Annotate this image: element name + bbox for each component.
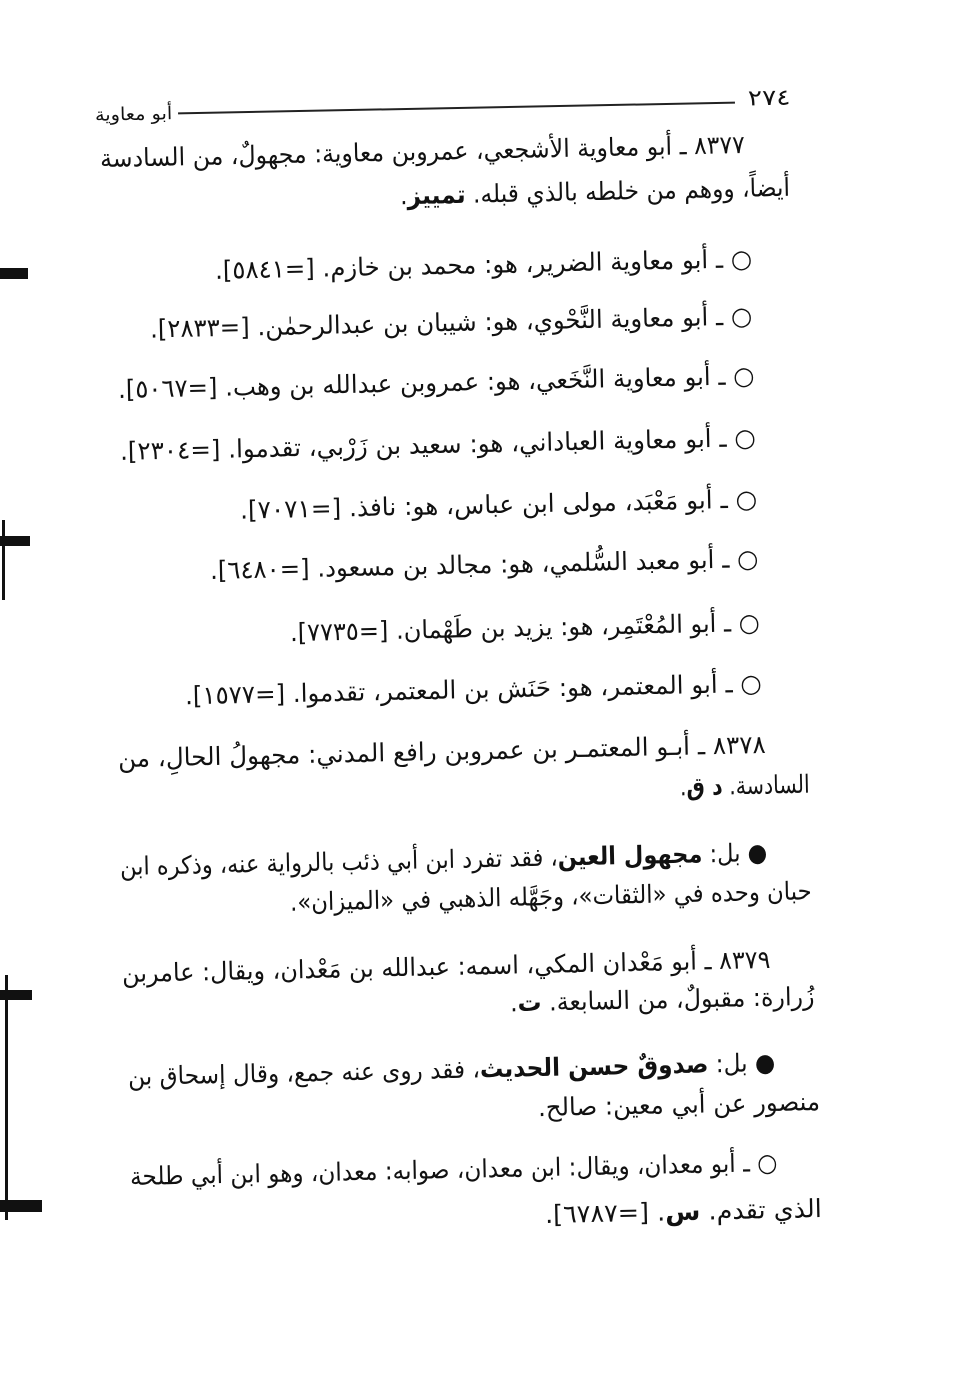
line-content: [129, 1143, 777, 1197]
line-text: ٨٣٧٧ ـ أبو معاوية الأشجعي، عمروبن معاوية: مجهولٌ، من السادسة: [99, 129, 746, 174]
line-text: ٨٣٧٩ ـ أبو مَعْدان المكي، اسمه: عبدالله بن مَعْدان، ويقال: عامربن: [121, 944, 771, 989]
line-content: [680, 765, 811, 808]
line-text: ○ ـ أبو المعتمر، هو: حَنَش بن المعتمر، تقدموا. [=١٥٧٧].: [184, 668, 763, 711]
grading-term: صدوقٌ حسن الحديث: [479, 1049, 709, 1084]
line-text-tail: .: [510, 988, 519, 1018]
grading-term: مجهول العين: [557, 839, 703, 872]
crossref-abu-muawiya-al-abbadani: [120, 418, 757, 472]
line-text: زُرارة: مقبولٌ، من السابعة.: [541, 981, 816, 1017]
crossref-abu-al-mutamir-yazid: [290, 603, 761, 653]
line-content: [239, 479, 757, 530]
crossref-abu-muawiya-al-nakhai: [118, 356, 756, 410]
entry-8377-line-2: [400, 168, 791, 216]
line-content: [290, 603, 761, 653]
line-text: ○ ـ أبو معاوية الضرير، هو: محمد بن خازم. [=٥٨٤١].: [214, 244, 753, 285]
line-text: ٨٣٧٨ ـ أبـو المعتمـر بن عمروبن رافع المدني: مجهولُ الحالِ، من: [117, 729, 767, 774]
line-content: [214, 239, 752, 291]
grading-term: تمييز: [407, 179, 466, 211]
page-number: [748, 82, 791, 117]
line-text: ● بل:: [701, 837, 768, 869]
line-text-tail: . [=٦٧٨٧].: [544, 1197, 666, 1230]
line-content: [149, 296, 752, 349]
line-text: ○ ـ أبو معدان، ويقال: ابن معدان، صوابه: معدان، وهو ابن أبي طلحة: [129, 1147, 778, 1192]
line-content: [510, 977, 815, 1024]
crossref-abu-muawiya-al-nahwi: [150, 296, 753, 349]
line-text: أيضاً، ووهم من خلطه بالذي قبله.: [465, 172, 791, 209]
line-content: [120, 418, 757, 472]
line-content: [538, 1082, 821, 1128]
line-text: ○ ـ أبو المُعْتَمِر، هو: يزيد بن طَهْمان. [=٧٧٣٥].: [289, 607, 761, 648]
crossref-abu-al-mutamir-hanash: [185, 664, 763, 717]
line-text: ○ ـ أبو معاوية النَّحْوي، هو: شيبان بن عبدالرحمٰن. [=٢٨٣٣].: [149, 301, 753, 344]
scan-edge-mark: [0, 268, 28, 279]
line-content: [209, 539, 758, 591]
running-title: [95, 97, 173, 133]
line-text: السادسة.: [722, 769, 811, 801]
line-text: منصور عن أبي معين: صالح.: [537, 1086, 821, 1123]
line-content: [185, 664, 763, 717]
source-symbols: س: [665, 1196, 701, 1227]
line-content: [400, 168, 791, 216]
crossref-abu-madan-line-2: [545, 1189, 823, 1235]
entry-8379-line-2: [510, 977, 816, 1024]
line-text: ○ ـ أبو مَعْبَد، مولى ابن عباس، هو: نافذ. [=٧٠٧١].: [239, 484, 758, 525]
scan-edge-mark: [0, 1200, 42, 1212]
line-text: حبان وحده في «الثقات»، وجَهَّله الذهبي في «الميزان».: [290, 876, 813, 917]
line-text: ○ ـ أبو معبد السُّلمي، هو: مجالد بن مسعود. [=٦٤٨٠].: [209, 544, 759, 585]
line-content: [118, 356, 755, 410]
scan-edge-mark: [2, 520, 5, 600]
crossref-abu-mabad-mawla-ibn-abbas: [240, 479, 758, 530]
line-text: الذي تقدم.: [700, 1193, 823, 1226]
source-symbols: ت: [517, 987, 543, 1018]
page-number-text: ٢٧٤: [747, 85, 791, 112]
scan-edge-mark: [0, 536, 30, 546]
crossref-abu-muawiya-al-darir: [215, 239, 753, 291]
line-content: [545, 1189, 823, 1235]
line-text-tail: .: [679, 772, 688, 802]
line-text-tail: ، فقد تفرد ابن أبي ذئب بالرواية عنه، وذكره ابن: [119, 842, 558, 882]
source-symbols: د ق: [686, 771, 724, 802]
running-title-text: أبو معاوية: [94, 103, 173, 126]
editor-note-8379-line-2: [538, 1082, 821, 1128]
line-text-tail: .: [399, 181, 408, 211]
scan-edge-mark: [5, 975, 8, 1220]
line-text: ○ ـ أبو معاوية النَّخَعي، هو: عمروبن عبدالله بن وهب. [=٥٠٦٧].: [118, 361, 756, 404]
entry-8378-line-2: [680, 765, 811, 808]
crossref-abu-mabad-al-sulami: [210, 539, 759, 591]
line-text: ○ ـ أبو معاوية العباداني، هو: سعيد بن زَرْبي، تقدموا. [=٢٣٠٤].: [119, 423, 757, 466]
scan-edge-mark: [0, 990, 32, 1000]
header-rule: [178, 102, 735, 114]
line-text-tail: ، فقد روى عنه جمع، وقال إسحاق بن: [127, 1054, 480, 1092]
crossref-abu-madan-line-1: [130, 1143, 778, 1197]
line-text: ● بل:: [707, 1047, 776, 1079]
